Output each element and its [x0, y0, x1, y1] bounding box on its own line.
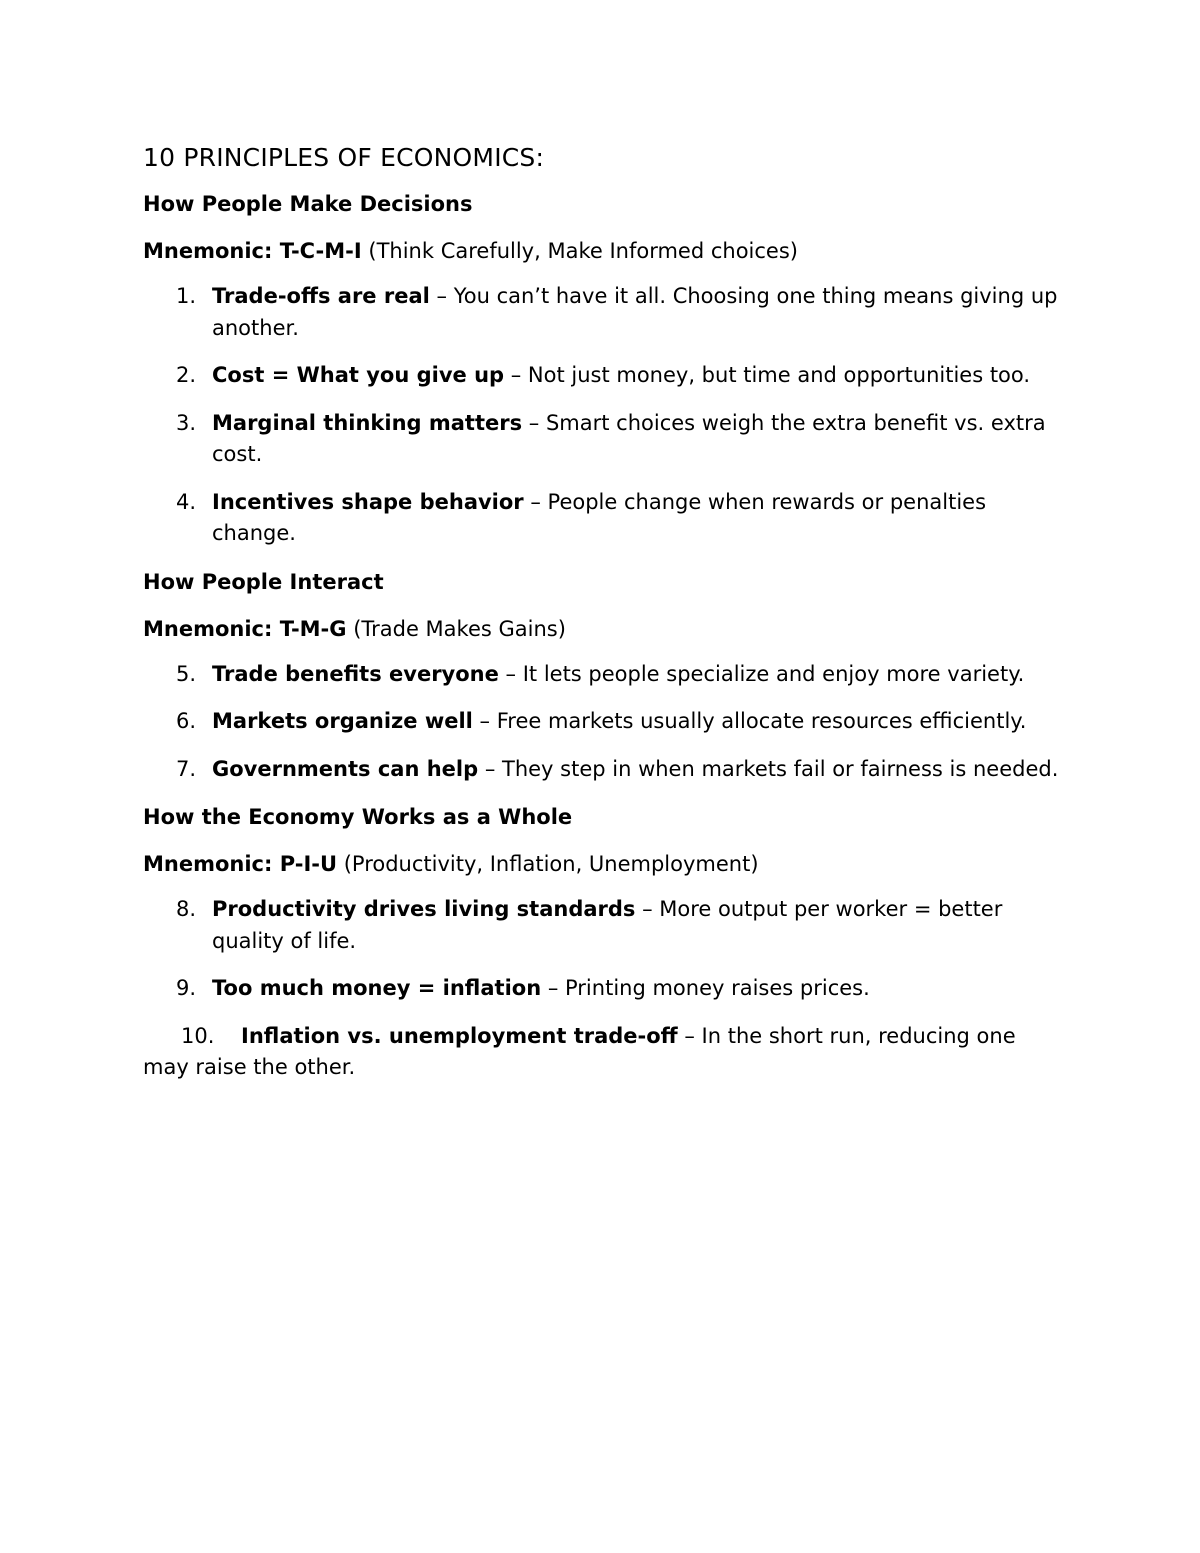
item-text: – In the short run, reducing one may raise the other.	[143, 1023, 1016, 1079]
list-item	[143, 659, 1063, 691]
item-number: 1.	[176, 284, 197, 308]
list-item-last	[143, 1021, 1063, 1084]
list-item	[143, 281, 1063, 344]
item-title: Governments can help	[212, 756, 479, 781]
mnemonic-text: (Productivity, Inflation, Unemployment)	[337, 852, 759, 876]
list-item	[143, 973, 1063, 1005]
list-item	[143, 894, 1063, 957]
item-text: – Printing money raises prices.	[541, 976, 870, 1000]
item-title: Trade-offs are real	[212, 284, 430, 308]
list-item	[143, 706, 1063, 738]
item-title: Incentives shape behavior	[212, 489, 524, 514]
item-title: Too much money = inflation	[212, 976, 542, 1000]
list-item	[143, 360, 1063, 392]
mnemonic-text: (Think Carefully, Make Informed choices)	[361, 239, 798, 263]
item-title: Productivity drives living standards	[212, 897, 636, 921]
list-item	[143, 754, 1063, 786]
item-number: 4.	[176, 489, 197, 514]
item-number: 3.	[176, 410, 197, 435]
mnemonic-label: Mnemonic: T-C-M-I	[143, 239, 362, 263]
principles-list-economy	[143, 894, 1063, 1005]
document-page	[143, 138, 1063, 1100]
item-number: 7.	[176, 756, 197, 781]
mnemonic-interact	[143, 613, 1063, 645]
list-item	[143, 487, 1063, 550]
item-title: Cost = What you give up	[212, 363, 505, 387]
principles-list-interact	[143, 659, 1063, 786]
item-number: 10.	[181, 1023, 215, 1048]
mnemonic-text: (Trade Makes Gains)	[346, 616, 566, 641]
item-number: 9.	[176, 976, 197, 1000]
item-text: – They step in when markets fail or fairness is needed.	[478, 756, 1059, 781]
item-text: – People change when rewards or penalties change.	[212, 489, 987, 545]
item-title: Inflation vs. unemployment trade-off	[241, 1023, 678, 1048]
item-text: – Free markets usually allocate resources efficiently.	[472, 709, 1027, 733]
principles-list-decisions	[143, 281, 1063, 550]
mnemonic-label: Mnemonic: P-I-U	[143, 852, 338, 876]
mnemonic-label: Mnemonic: T-M-G	[143, 616, 347, 641]
item-number: 2.	[176, 363, 197, 387]
section-heading-interact: How People Interact	[143, 569, 384, 594]
item-text: – It lets people specialize and enjoy more variety.	[498, 661, 1025, 686]
item-title: Trade benefits everyone	[212, 661, 499, 686]
item-text: – You can’t have it all. Choosing one thing means giving up another.	[212, 284, 1058, 340]
item-text: – Smart choices weigh the extra benefit vs. extra cost.	[212, 410, 1046, 466]
item-number: 5.	[176, 661, 197, 686]
list-item	[143, 408, 1063, 471]
item-text: – More output per worker = better quality of life.	[212, 897, 1003, 953]
item-text: – Not just money, but time and opportunities too.	[504, 363, 1031, 387]
mnemonic-decisions	[143, 235, 1063, 267]
section-heading-decisions: How People Make Decisions	[143, 192, 473, 216]
item-title: Marginal thinking matters	[212, 410, 523, 435]
item-number: 6.	[176, 709, 197, 733]
item-number: 8.	[176, 897, 197, 921]
document-title: 10 PRINCIPLES OF ECONOMICS:	[143, 143, 545, 172]
mnemonic-economy	[143, 848, 1063, 880]
section-heading-economy: How the Economy Works as a Whole	[143, 805, 573, 829]
item-title: Markets organize well	[212, 709, 473, 733]
